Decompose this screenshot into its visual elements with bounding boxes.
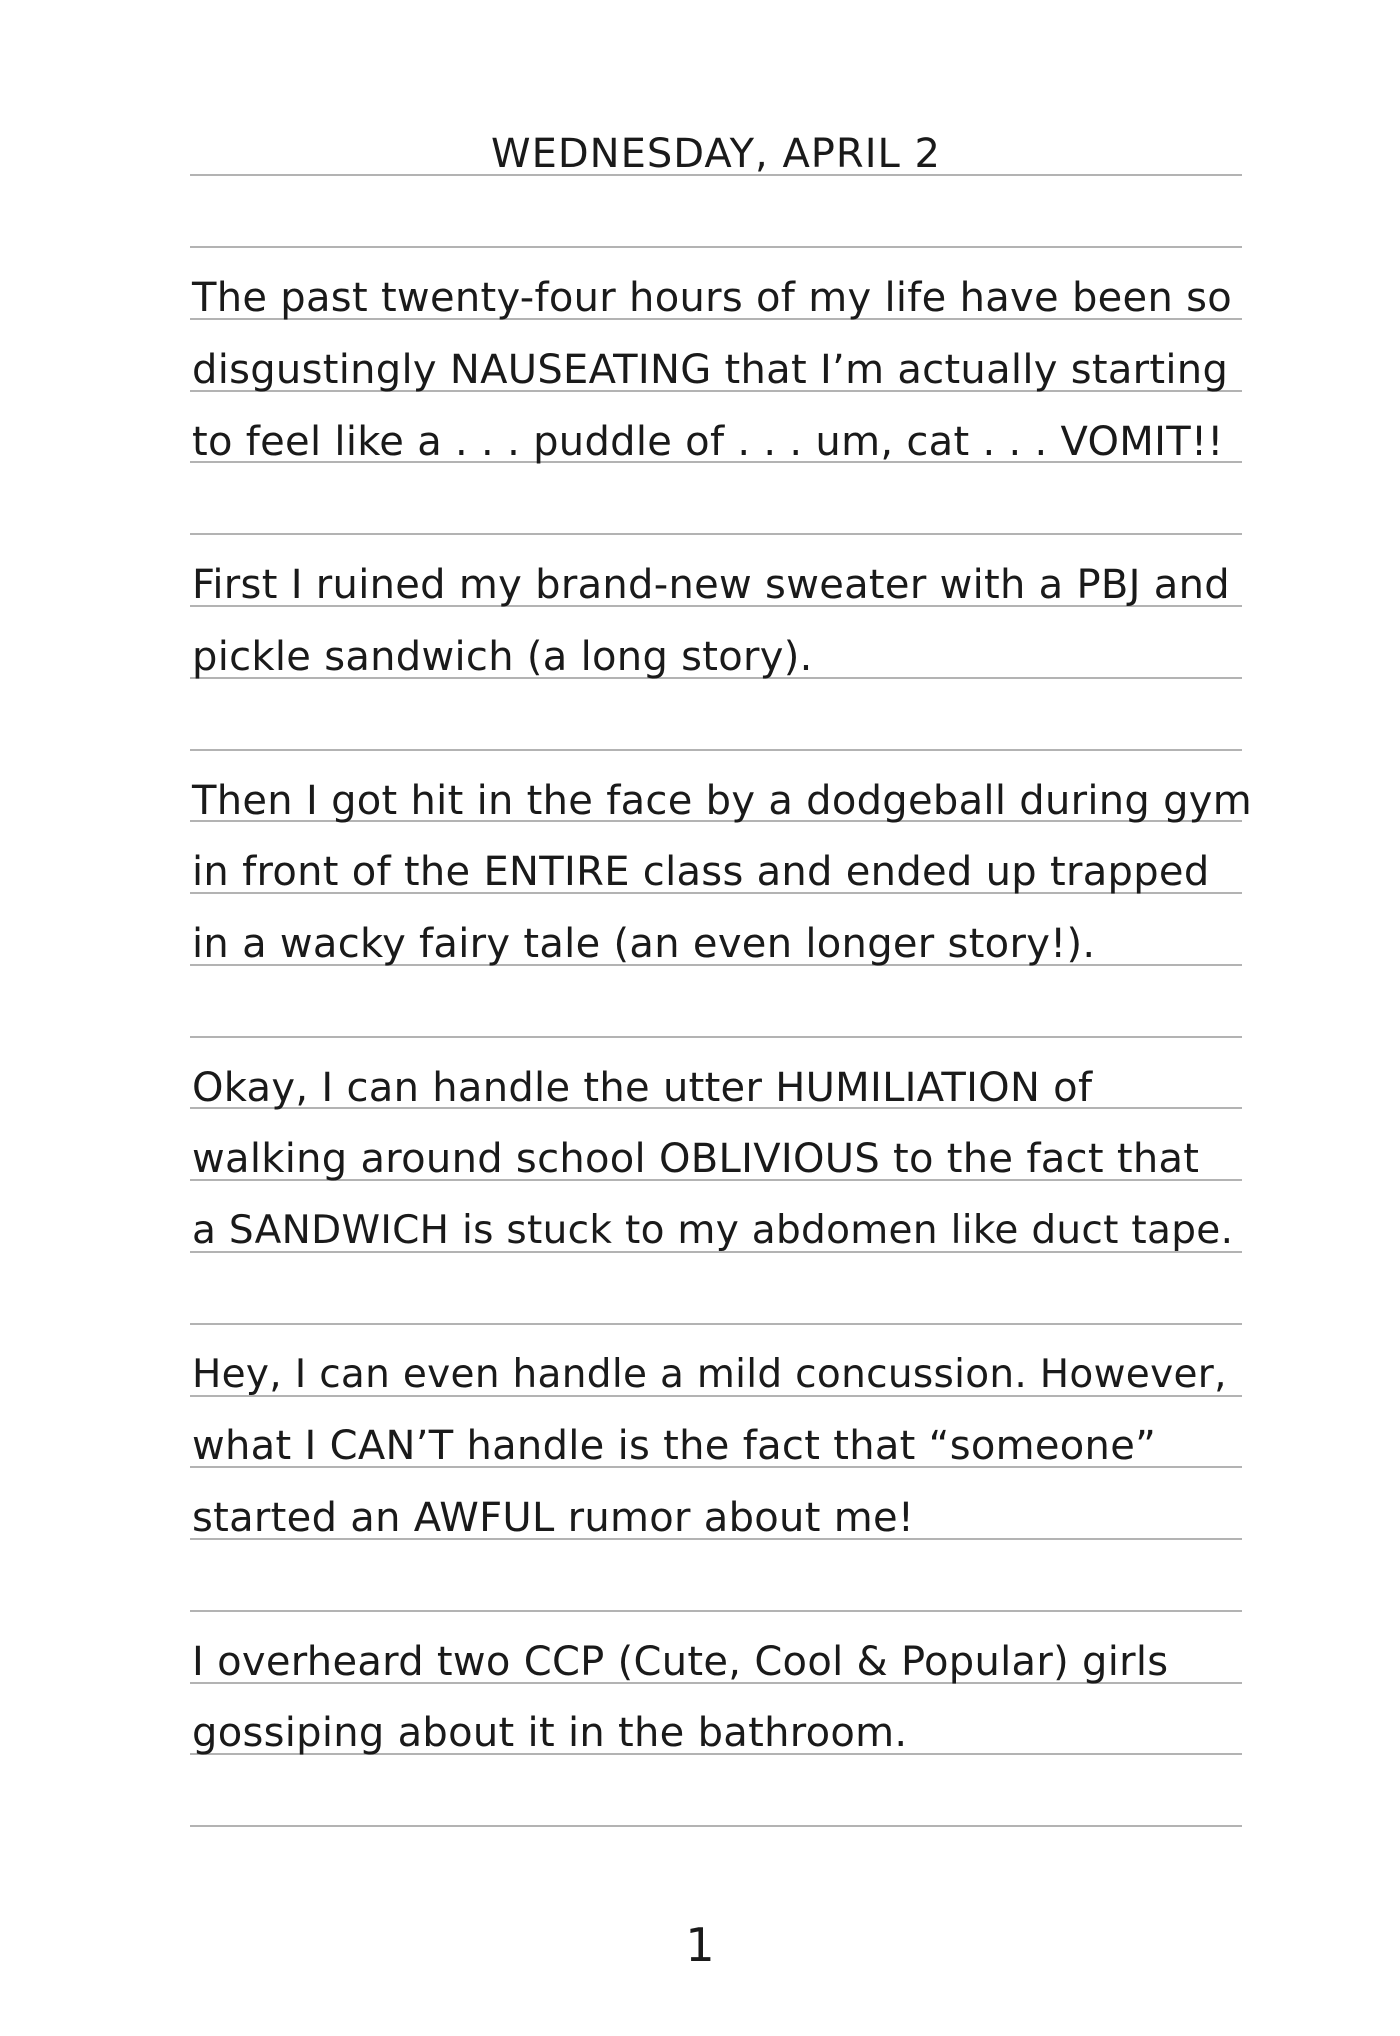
diary-line: walking around school OBLIVIOUS to the fact that [192, 1136, 1200, 1182]
diary-line: disgustingly NAUSEATING that I’m actually starting [192, 347, 1229, 393]
ruled-line [190, 1323, 1242, 1325]
diary-line: First I ruined my brand-new sweater with a PBJ and [192, 562, 1230, 608]
diary-line: to feel like a . . . puddle of . . . um, cat . . . VOMIT!! [192, 419, 1224, 465]
ruled-line [190, 246, 1242, 248]
date-heading: WEDNESDAY, APRIL 2 [491, 131, 941, 177]
diary-line: a SANDWICH is stuck to my abdomen like duct tape. [192, 1208, 1234, 1253]
diary-line: in a wacky fairy tale (an even longer story!). [192, 921, 1096, 967]
diary-line: pickle sandwich (a long story). [192, 634, 813, 680]
ruled-line [190, 1610, 1242, 1612]
diary-line: Hey, I can even handle a mild concussion. However, [192, 1352, 1227, 1397]
ruled-line [190, 1825, 1242, 1827]
diary-line: Okay, I can handle the utter HUMILIATION of [192, 1065, 1093, 1111]
ruled-line [190, 533, 1242, 535]
diary-line: in front of the ENTIRE class and ended up trapped [192, 849, 1210, 895]
diary-line: The past twenty-four hours of my life have been so [192, 275, 1233, 321]
diary-line: what I CAN’T handle is the fact that “someone” [192, 1423, 1157, 1469]
diary-line: I overheard two CCP (Cute, Cool & Popular) girls [192, 1639, 1169, 1685]
ruled-line [190, 749, 1242, 751]
diary-line: Then I got hit in the face by a dodgeball during gym [192, 778, 1253, 824]
page-number: 1 [685, 1918, 715, 1972]
diary-line: started an AWFUL rumor about me! [192, 1495, 915, 1541]
diary-line: gossiping about it in the bathroom. [192, 1710, 908, 1756]
ruled-line [190, 1036, 1242, 1038]
